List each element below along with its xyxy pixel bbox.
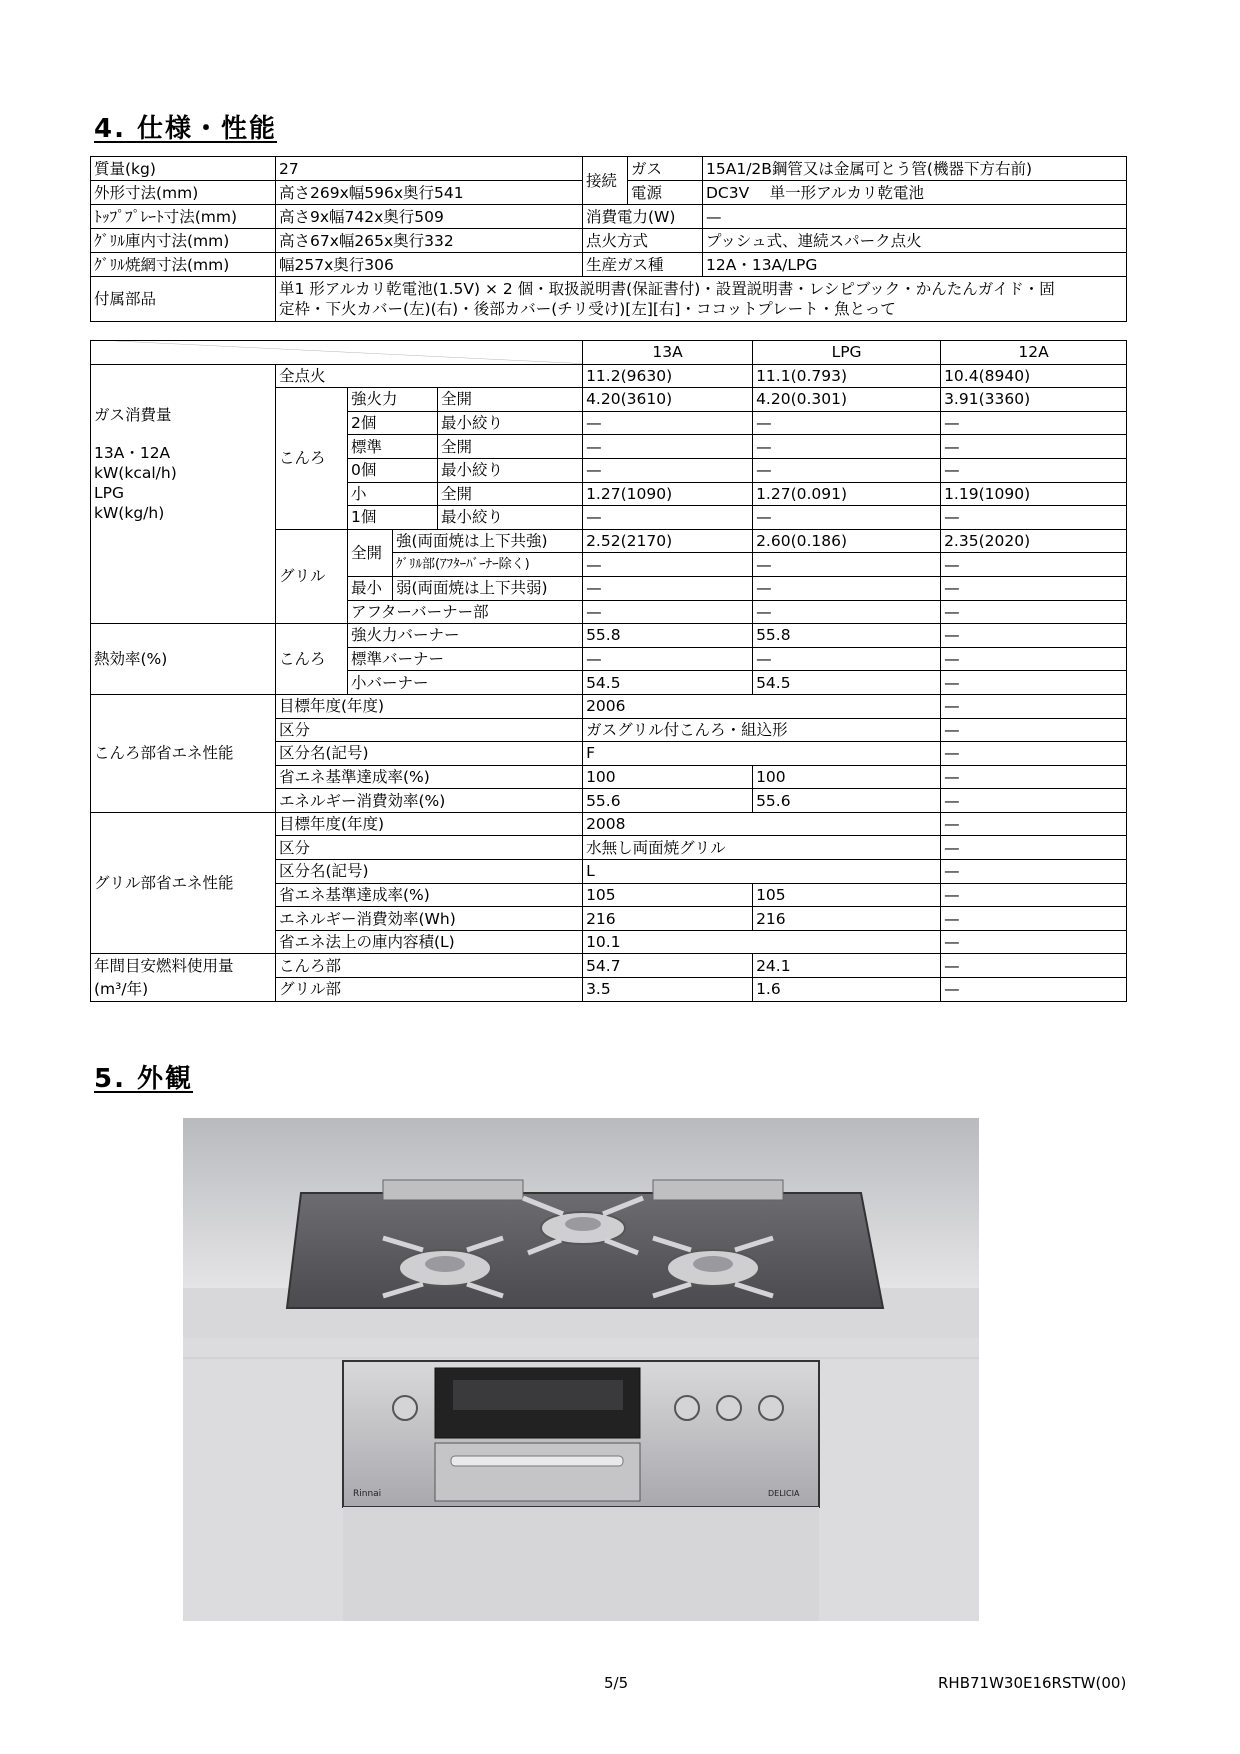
cell: — — [941, 860, 1127, 884]
kubun-label: 区分 — [276, 836, 583, 860]
gas-unit-2: kW(kcal/h) — [94, 463, 177, 482]
konro-eco-group: こんろ部省エネ性能 — [91, 694, 276, 812]
target-year-label: 目標年度(年度) — [276, 812, 583, 836]
cell: — — [941, 765, 1127, 789]
cell: 55.8 — [583, 624, 753, 648]
cell: — — [941, 836, 1127, 860]
cell: 4.20(3610) — [583, 388, 753, 412]
cell: — — [941, 930, 1127, 954]
strong-label: 強火力 — [348, 388, 438, 412]
annual-grill-label: グリル部 — [276, 978, 583, 1002]
cell: — — [941, 647, 1127, 671]
acc-value — [276, 277, 1127, 322]
cell: — — [941, 812, 1127, 836]
cell: — — [941, 954, 1127, 978]
spec-table — [90, 156, 1127, 322]
cell: — — [753, 458, 941, 482]
page-number: 5/5 — [604, 1674, 629, 1692]
achieve-label: 省エネ基準達成率(%) — [276, 883, 583, 907]
cell: — — [753, 600, 941, 624]
cell: — — [941, 742, 1127, 766]
grill-part-label: ｸﾞﾘﾙ部(ｱﾌﾀｰﾊﾞｰﾅｰ除く) — [393, 553, 583, 577]
section-title-spec: 4. 仕様・性能 — [94, 114, 278, 144]
gas-unit-4: kW(kg/h) — [94, 503, 165, 522]
cell: — — [753, 647, 941, 671]
gas-group-label: ガス消費量 — [94, 405, 172, 424]
cell: 2.60(0.186) — [753, 529, 941, 553]
cell: — — [583, 458, 753, 482]
top-value: 高さ9x幅742x奥行509 — [276, 205, 583, 229]
cell: — — [941, 978, 1127, 1002]
cell: 10.1 — [583, 930, 941, 954]
grill-min-label: 最小 — [348, 576, 393, 600]
kubun-name-label: 区分名(記号) — [276, 860, 583, 884]
cell: — — [583, 600, 753, 624]
min-label: 最小絞り — [438, 411, 583, 435]
gastype-value: 12A・13A/LPG — [703, 253, 1127, 277]
eff-small-label: 小バーナー — [348, 671, 583, 695]
cell: — — [753, 576, 941, 600]
std-label: 標準 — [348, 435, 438, 459]
eff-std-label: 標準バーナー — [348, 647, 583, 671]
col-13a: 13A — [583, 341, 753, 365]
cell: 216 — [583, 907, 753, 931]
gas-value: 15A1/2B鋼管又は金属可とう管(機器下方右前) — [703, 157, 1127, 181]
cell: F — [583, 742, 941, 766]
cell: — — [583, 506, 753, 530]
cell: 55.8 — [753, 624, 941, 648]
grill-in-label: ｸﾞﾘﾙ庫内寸法(mm) — [91, 229, 276, 253]
cell: 1.19(1090) — [941, 482, 1127, 506]
cell: — — [941, 883, 1127, 907]
cell: — — [753, 411, 941, 435]
col-12a: 12A — [941, 341, 1127, 365]
consume-value: — — [703, 205, 1127, 229]
diagonal-header — [91, 341, 583, 365]
cell: 2.35(2020) — [941, 529, 1127, 553]
cell: 55.6 — [583, 789, 753, 813]
target-year-label: 目標年度(年度) — [276, 694, 583, 718]
cell: 1.6 — [753, 978, 941, 1002]
min-label: 最小絞り — [438, 458, 583, 482]
brand-logo: Rinnai — [353, 1489, 382, 1499]
cell: 24.1 — [753, 954, 941, 978]
full-label: 全開 — [438, 435, 583, 459]
full-label: 全開 — [438, 482, 583, 506]
cell: 4.20(0.301) — [753, 388, 941, 412]
grill-net-label: ｸﾞﾘﾙ焼網寸法(mm) — [91, 253, 276, 277]
eff-group: 熱効率(%) — [91, 624, 276, 695]
energy-eff-wh-label: エネルギー消費効率(Wh) — [276, 907, 583, 931]
min-label: 最小絞り — [438, 506, 583, 530]
grill-label: グリル — [276, 529, 348, 623]
std-count: 0個 — [348, 458, 438, 482]
cell: — — [941, 576, 1127, 600]
gas-unit-3: LPG — [94, 483, 124, 502]
cell: 216 — [753, 907, 941, 931]
strong-count: 2個 — [348, 411, 438, 435]
cell: — — [941, 718, 1127, 742]
grill-in-value: 高さ67x幅265x奥行332 — [276, 229, 583, 253]
col-lpg: LPG — [753, 341, 941, 365]
grill-eco-group: グリル部省エネ性能 — [91, 812, 276, 954]
product-photo — [183, 1118, 979, 1621]
cell: 3.5 — [583, 978, 753, 1002]
top-label: ﾄｯﾌﾟﾌﾟﾚｰﾄ寸法(mm) — [91, 205, 276, 229]
cell: — — [941, 600, 1127, 624]
cell: — — [941, 694, 1127, 718]
model-logo: DELICIA — [768, 1489, 800, 1498]
cell: — — [941, 435, 1127, 459]
ignite-value: プッシュ式、連続スパーク点火 — [703, 229, 1127, 253]
cell: — — [941, 553, 1127, 577]
cell: 54.5 — [583, 671, 753, 695]
cell: ガスグリル付こんろ・組込形 — [583, 718, 941, 742]
grill-strong-label: 強(両面焼は上下共強) — [393, 529, 583, 553]
mass-value: 27 — [276, 157, 583, 181]
small-label: 小 — [348, 482, 438, 506]
konro-label: こんろ — [276, 388, 348, 530]
eff-strong-label: 強火力バーナー — [348, 624, 583, 648]
cell: 3.91(3360) — [941, 388, 1127, 412]
cell: — — [941, 411, 1127, 435]
consume-label: 消費電力(W) — [583, 205, 703, 229]
gas-label: ガス — [628, 157, 703, 181]
grill-weak-label: 弱(両面焼は上下共弱) — [393, 576, 583, 600]
gastype-label: 生産ガス種 — [583, 253, 703, 277]
volume-label: 省エネ法上の庫内容積(L) — [276, 930, 583, 954]
outer-value: 高さ269x幅596x奥行541 — [276, 181, 583, 205]
cell: — — [941, 624, 1127, 648]
cell: 10.4(8940) — [941, 364, 1127, 388]
ignite-label: 点火方式 — [583, 229, 703, 253]
cell: — — [583, 576, 753, 600]
cell: 2006 — [583, 694, 941, 718]
acc-label: 付属部品 — [91, 277, 276, 322]
grill-full-label: 全開 — [348, 529, 393, 576]
cell: 2008 — [583, 812, 941, 836]
cell: 11.2(9630) — [583, 364, 753, 388]
cell: 54.7 — [583, 954, 753, 978]
cell: — — [583, 411, 753, 435]
section-title-appearance: 5. 外観 — [94, 1064, 194, 1094]
annual-konro-label: こんろ部 — [276, 954, 583, 978]
achieve-label: 省エネ基準達成率(%) — [276, 765, 583, 789]
grill-net-value: 幅257x奥行306 — [276, 253, 583, 277]
outer-label: 外形寸法(mm) — [91, 181, 276, 205]
cell: 105 — [583, 883, 753, 907]
cell: — — [583, 435, 753, 459]
cell: 55.6 — [753, 789, 941, 813]
kubun-label: 区分 — [276, 718, 583, 742]
mass-label: 質量(kg) — [91, 157, 276, 181]
annual-unit: (m³/年) — [91, 978, 276, 1002]
cell: 54.5 — [753, 671, 941, 695]
cell: 105 — [753, 883, 941, 907]
cell: — — [941, 907, 1127, 931]
cell: 水無し両面焼グリル — [583, 836, 941, 860]
power-label: 電源 — [628, 181, 703, 205]
cell: — — [753, 435, 941, 459]
acc-line-1: 単1 形アルカリ乾電池(1.5V) × 2 個・取扱説明書(保証書付)・設置説明書・レシピブック・かんたんガイド・固 — [279, 280, 1055, 298]
cell: L — [583, 860, 941, 884]
cell: — — [941, 506, 1127, 530]
document-code: RHB71W30E16RSTW(00) — [938, 1674, 1127, 1692]
cell: — — [941, 671, 1127, 695]
power-value: DC3V 単一形アルカリ乾電池 — [703, 181, 1127, 205]
cooktop-illustration — [183, 1118, 979, 1621]
cell: 2.52(2170) — [583, 529, 753, 553]
kubun-name-label: 区分名(記号) — [276, 742, 583, 766]
cell: 1.27(0.091) — [753, 482, 941, 506]
cell: — — [753, 553, 941, 577]
full-label: 全開 — [438, 388, 583, 412]
cell: — — [583, 647, 753, 671]
cell: — — [753, 506, 941, 530]
small-count: 1個 — [348, 506, 438, 530]
eff-konro: こんろ — [276, 624, 348, 695]
cell: — — [941, 789, 1127, 813]
all-fire-label: 全点火 — [276, 364, 583, 388]
cell: — — [941, 458, 1127, 482]
energy-eff-label: エネルギー消費効率(%) — [276, 789, 583, 813]
gas-unit-1: 13A・12A — [94, 443, 171, 462]
after-burner-label: アフターバーナー部 — [348, 600, 583, 624]
performance-table — [90, 340, 1127, 1002]
cell: 100 — [753, 765, 941, 789]
gas-group — [91, 364, 276, 624]
annual-label: 年間目安燃料使用量 — [91, 954, 276, 978]
cell: 11.1(0.793) — [753, 364, 941, 388]
cell: 1.27(1090) — [583, 482, 753, 506]
cell: — — [583, 553, 753, 577]
conn-label: 接続 — [583, 157, 628, 205]
acc-line-2: 定枠・下火カバー(左)(右)・後部カバー(チリ受け)[左][右]・ココットプレート・魚とって — [279, 300, 896, 318]
cell: 100 — [583, 765, 753, 789]
